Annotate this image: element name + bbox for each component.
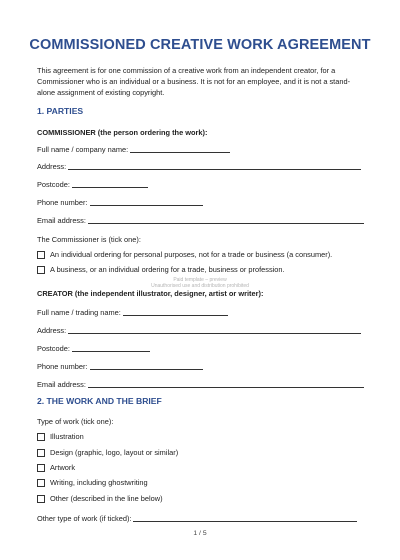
commissioner-email-line[interactable] xyxy=(88,223,364,224)
checkbox-icon[interactable] xyxy=(37,266,45,274)
consumer-option[interactable] xyxy=(37,250,332,259)
work-type-option[interactable] xyxy=(37,448,178,457)
commissioner-address-line[interactable] xyxy=(68,169,361,170)
checkbox-icon[interactable] xyxy=(37,251,45,259)
commissioner-phone-label: Phone number: xyxy=(37,198,88,207)
work-type-label: Illustration xyxy=(50,432,84,441)
creator-postcode-line[interactable] xyxy=(72,351,150,352)
commissioner-name-label: Full name / company name: xyxy=(37,145,129,154)
commissioner-email-label: Email address: xyxy=(37,216,86,225)
commissioner-tick-prompt: The Commissioner is (tick one): xyxy=(37,235,141,244)
checkbox-icon[interactable] xyxy=(37,464,45,472)
creator-phone-line[interactable] xyxy=(90,369,203,370)
commissioner-phone-line[interactable] xyxy=(90,205,203,206)
consumer-option-label: An individual ordering for personal purposes, not for a trade or business (a consumer). xyxy=(50,250,333,259)
other-work-type-label: Other type of work (if ticked): xyxy=(37,514,132,523)
work-type-label: Other (described in the line below) xyxy=(50,494,163,503)
work-type-label: Design (graphic, logo, layout or similar) xyxy=(50,448,179,457)
checkbox-icon[interactable] xyxy=(37,479,45,487)
creator-name-label: Full name / trading name: xyxy=(37,308,121,317)
commissioner-email-field[interactable] xyxy=(37,213,364,225)
creator-postcode-field[interactable] xyxy=(37,341,150,353)
creator-address-label: Address: xyxy=(37,326,67,335)
commissioner-postcode-field[interactable] xyxy=(37,177,148,189)
creator-postcode-label: Postcode: xyxy=(37,344,70,353)
business-option-label: A business, or an individual ordering for a trade, business or profession. xyxy=(50,265,285,274)
creator-email-field[interactable] xyxy=(37,377,364,389)
section-parties-heading: 1. PARTIES xyxy=(37,106,84,116)
business-option[interactable] xyxy=(37,265,285,274)
watermark-line-1: Paid template – preview xyxy=(173,277,227,283)
creator-name-line[interactable] xyxy=(123,315,228,316)
commissioner-heading: COMMISSIONER (the person ordering the work): xyxy=(37,128,208,137)
work-type-option[interactable] xyxy=(37,463,75,472)
commissioner-postcode-label: Postcode: xyxy=(37,180,70,189)
watermark-line-2: Unauthorised use and distribution prohibited xyxy=(151,283,249,289)
work-type-label: Artwork xyxy=(50,463,76,472)
checkbox-icon[interactable] xyxy=(37,449,45,457)
commissioner-address-field[interactable] xyxy=(37,159,361,171)
creator-address-field[interactable] xyxy=(37,323,361,335)
commissioner-phone-field[interactable] xyxy=(37,195,203,207)
work-type-prompt: Type of work (tick one): xyxy=(37,417,114,426)
creator-phone-field[interactable] xyxy=(37,359,203,371)
work-type-option[interactable] xyxy=(37,494,163,503)
commissioner-postcode-line[interactable] xyxy=(72,187,148,188)
creator-name-field[interactable] xyxy=(37,305,228,317)
work-type-option[interactable] xyxy=(37,432,84,441)
section-work-heading: 2. THE WORK AND THE BRIEF xyxy=(37,396,162,406)
other-work-type-field[interactable] xyxy=(37,511,357,523)
creator-heading: CREATOR (the independent illustrator, designer, artist or writer): xyxy=(37,289,264,298)
creator-email-label: Email address: xyxy=(37,380,86,389)
intro-paragraph: This agreement is for one commission of a creative work from an independent creator, for a Commissioner who is an individual or a business. It is not for an employee, and it is not a stand-alone assignment of existing copyright. xyxy=(37,66,351,97)
page-number: 1 / 5 xyxy=(193,530,207,537)
checkbox-icon[interactable] xyxy=(37,495,45,503)
creator-address-line[interactable] xyxy=(68,333,361,334)
other-work-type-line[interactable] xyxy=(133,521,357,522)
commissioner-address-label: Address: xyxy=(37,162,67,171)
creator-phone-label: Phone number: xyxy=(37,362,88,371)
creator-email-line[interactable] xyxy=(88,387,364,388)
commissioner-name-line[interactable] xyxy=(130,152,230,153)
work-type-option[interactable] xyxy=(37,478,148,487)
work-type-label: Writing, including ghostwriting xyxy=(50,478,148,487)
document-title: COMMISSIONED CREATIVE WORK AGREEMENT xyxy=(29,37,371,53)
commissioner-name-field[interactable] xyxy=(37,142,230,154)
checkbox-icon[interactable] xyxy=(37,433,45,441)
